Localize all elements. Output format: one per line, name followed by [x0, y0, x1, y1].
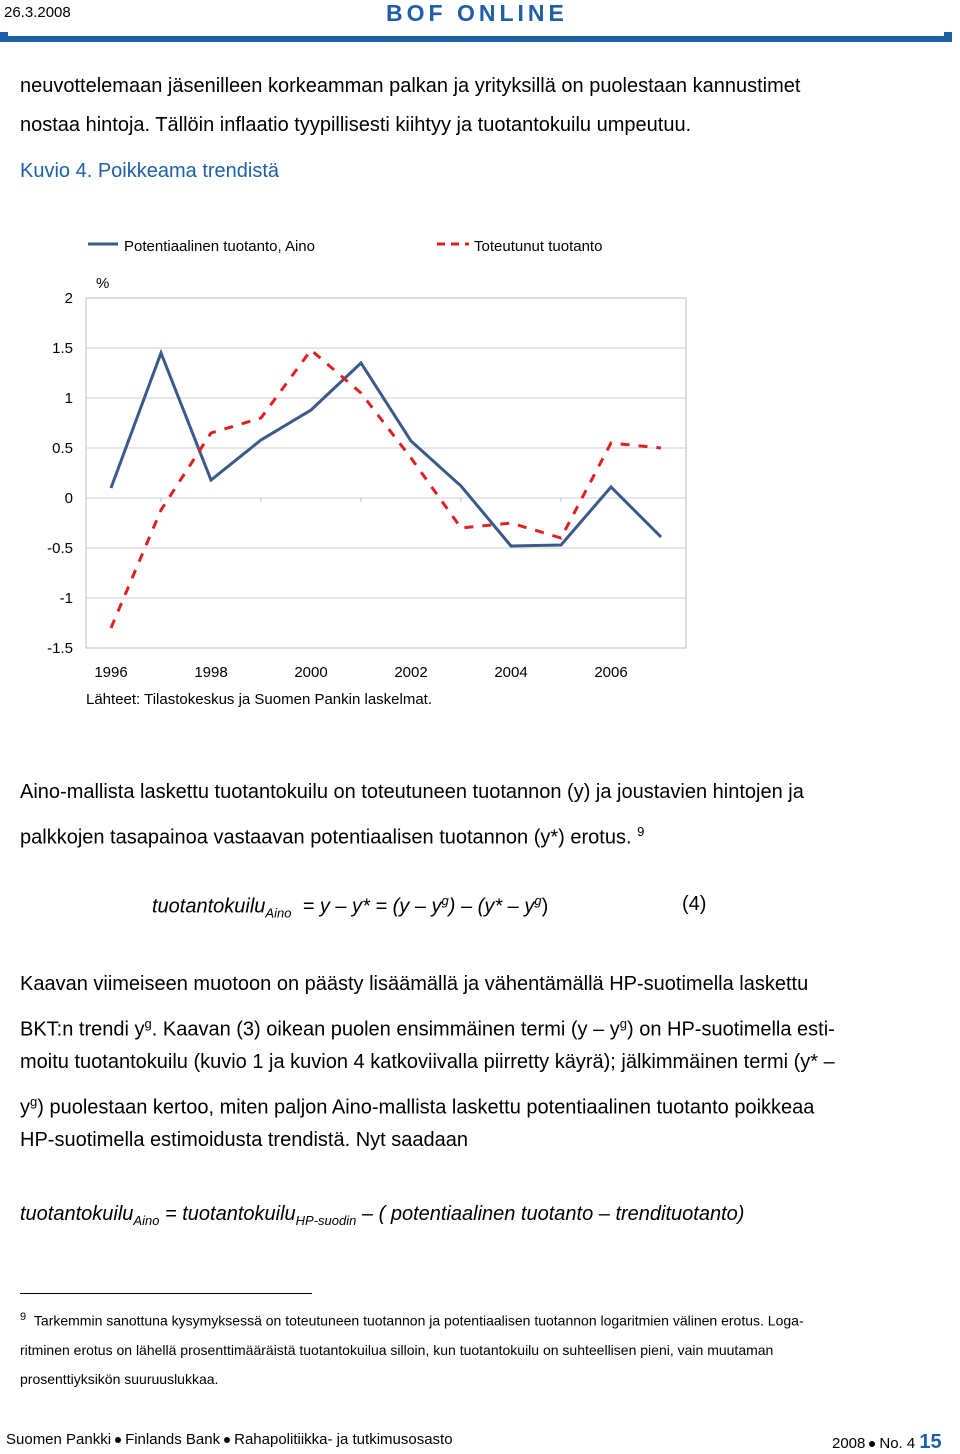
series-line-potential: [111, 353, 661, 546]
legend-label-actual: Toteutunut tuotanto: [474, 238, 603, 255]
para2-line-3: moitu tuotantokuilu (kuvio 1 ja kuvion 4 katkoviivalla piirretty käyrä); jälkimmäinen termi (y* –: [20, 1051, 835, 1073]
header-date: 26.3.2008: [4, 4, 71, 21]
x-tick-label: 2000: [294, 664, 328, 681]
para1-line-1: Aino-mallista laskettu tuotantokuilu on toteutuneen tuotannon (y) ja joustavien hintojen ja: [20, 781, 804, 803]
chart-series: [111, 350, 661, 628]
y-tick-label: 0.5: [52, 440, 73, 457]
y-axis-label: %: [96, 275, 110, 292]
y-tick-label: 1.5: [52, 340, 73, 357]
page-number: 15: [919, 1431, 942, 1453]
footer-left: Suomen Pankki Finlands Bank Rahapolitiikka- ja tutkimusosasto: [6, 1431, 453, 1448]
para2-line-1: Kaavan viimeiseen muotoon on päästy lisäämällä ja vähentämällä HP-suotimella laskettu: [20, 973, 809, 995]
para1-line-2: palkkojen tasapainoa vastaavan potentiaalisen tuotannon (y*) erotus. $^9$: [20, 824, 645, 849]
x-tick-label: 2004: [494, 664, 528, 681]
series-line-actual: [111, 350, 661, 628]
footnote: $^9$ Tarkemmin sanottuna kysymyksessä on toteutuneen tuotannon ja potentiaalisen tuotannon logaritmien välinen erotus. Loga- ritminen erotus on lähellä prosenttimääräistä tuotantokuilua silloin, kun tuotantokuilu on suhteellisen pieni, vain muutaman prosenttiyksikön suuruuslukkaa.: [20, 1311, 804, 1387]
y-tick-label: 1: [64, 390, 73, 407]
header-bar: [0, 36, 952, 42]
chart-source: Lähteet: Tilastokeskus ja Suomen Pankin laskelmat.: [86, 691, 433, 708]
intro-line-2: nostaa hintoja. Tällöin inflaatio tyypillisesti kiihtyy ja tuotantokuilu umpeutuu.: [20, 114, 692, 136]
bullet-icon: [869, 1441, 875, 1447]
legend-label-potential: Potentiaalinen tuotanto, Aino: [124, 238, 315, 255]
x-tick-label: 2002: [394, 664, 428, 681]
x-tick-label: 1996: [94, 664, 128, 681]
header-title: BOF ONLINE: [386, 0, 568, 26]
y-tick-label: -0.5: [47, 540, 73, 557]
y-tick-label: -1.5: [47, 640, 73, 657]
footer-right: 2008 No. 4 15: [832, 1431, 942, 1453]
equation-4: tuotantokuilu$_{Aino}$ = $y - y* = (y - y^g) - (y* - y^g)$ (4): [152, 893, 707, 921]
para2-line-5: HP-suotimella estimoidusta trendistä. Nyt saadaan: [20, 1129, 468, 1151]
bullet-icon: [224, 1437, 230, 1443]
x-tick-label: 1998: [194, 664, 228, 681]
gridlines: [86, 348, 686, 598]
y-tick-labels: [47, 290, 73, 657]
plot-frame: [86, 298, 686, 648]
chart: [0, 220, 960, 720]
bullet-icon: [115, 1437, 121, 1443]
para2-line-4: $y^g$) puolestaan kertoo, miten paljon Aino-mallista laskettu potentiaalinen tuotanto poikkeaa: [20, 1094, 815, 1119]
intro-line-1: neuvottelemaan jäsenilleen korkeamman palkan ja yrityksillä on puolestaan kannustimet: [20, 75, 801, 97]
x-tick-label: 2006: [594, 664, 628, 681]
y-tick-label: -1: [59, 590, 73, 607]
figure-caption: Kuvio 4. Poikkeama trendistä: [20, 160, 280, 182]
y-tick-label: 2: [64, 290, 73, 307]
para2-line-2: BKT:n trendi $y^g$. Kaavan (3) oikean puolen ensimmäinen termi $(y - y^g)$ on HP-suotimella esti-: [20, 1016, 835, 1041]
footnote-divider: [20, 1293, 312, 1294]
equation-4-number: (4): [682, 893, 707, 915]
chart-legend: [88, 238, 602, 255]
x-tick-labels: [94, 664, 627, 681]
y-tick-label: 0: [64, 490, 73, 507]
equation-5: tuotantokuilu$_{Aino}$ = tuotantokuilu$_{HP-suodin}$ – ( potentiaalinen tuotanto – trendituotanto): [20, 1203, 745, 1228]
footnote-ref: 9: [637, 824, 645, 839]
